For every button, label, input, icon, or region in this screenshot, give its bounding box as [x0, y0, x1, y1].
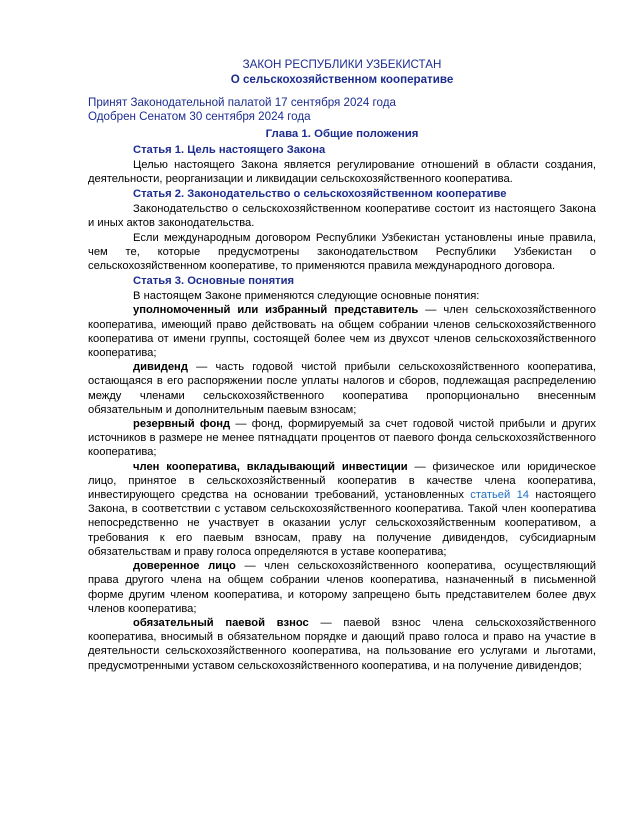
definition-proxy	[88, 559, 596, 616]
approved-line: Одобрен Сенатом 30 сентября 2024 года	[88, 110, 311, 124]
article-3-intro: В настоящем Законе применяются следующие основные понятия:	[133, 290, 480, 303]
article-2-paragraph-1: Законодательство о сельскохозяйственном кооперативе состоит из настоящего Закона и иных актов законодательства.	[88, 203, 596, 230]
definition-text: — фонд, формируемый за счет годовой чистой прибыли и других источников в размере не менее пятнадцати процентов от паевого фонда сельскохозяйственного кооператива;	[88, 418, 596, 459]
adoption-info	[88, 96, 596, 125]
definition-reserve-fund	[88, 417, 596, 460]
document-page	[88, 53, 596, 673]
definition-dividend	[88, 360, 596, 417]
law-subject: О сельскохозяйственном кооперативе	[230, 73, 454, 86]
definition-text: — член сельскохозяйственного кооператива, имеющий право действовать на общем собрании членов сельскохозяйственного кооператива от имени группы, состоящей более чем из двухсот членов сельскохозяйственного кооператива;	[88, 304, 596, 360]
definition-term: резервный фонд	[133, 418, 231, 431]
definition-term: член кооператива, вкладывающий инвестиции	[133, 460, 408, 473]
article-3-title: Статья 3. Основные понятия	[133, 275, 295, 288]
adopted-line: Принят Законодательной палатой 17 сентября 2024 года	[88, 96, 396, 109]
definition-term: доверенное лицо	[133, 560, 236, 573]
definition-investing-member	[88, 460, 596, 559]
article-14-link[interactable]: статьей 14	[470, 489, 530, 502]
definition-text: — часть годовой чистой прибыли сельскохозяйственного кооператива, остающаяся в его распоряжении после уплаты налогов и сборов, подлежащая распределению между членами сельскохозяйственного кооператива пропорционально внесенным обязательным и дополнительным паевым взносам;	[88, 361, 596, 416]
definition-mandatory-share	[88, 616, 596, 673]
article-1-title: Статья 1. Цель настоящего Закона	[133, 143, 326, 156]
article-2-paragraph-2: Если международным договором Республики Узбекистан установлены иные правила, чем те, которые предусмотрены законодательством Республики Узбекистан о сельскохозяйственном кооперативе, то применяются правила международного договора.	[88, 231, 596, 273]
definition-term: обязательный паевой взнос	[133, 616, 309, 629]
definition-text: — член сельскохозяйственного кооператива, осуществляющий права другого члена на общем собрании членов кооператива, назначенный в письменной форме другим членом кооператива, и которому запрещено быть представителем более двух членов кооператива;	[88, 560, 596, 615]
definition-term: дивиденд	[133, 361, 188, 374]
article-2-title: Статья 2. Законодательство о сельскохозяйственном кооперативе	[133, 188, 507, 201]
chapter-title: Глава 1. Общие положения	[265, 127, 419, 140]
article-1-paragraph: Целью настоящего Закона является регулирование отношений в области создания, деятельности, реорганизации и ликвидации сельскохозяйственного кооператива.	[88, 158, 596, 186]
definition-text: — паевой взнос члена сельскохозяйственного кооператива, вносимый в обязательном порядке и дающий право голоса и право на участие в деятельности сельскохозяйственного кооператива, на пользование его услугами и льготами, предусмотренными уставом сельскохозяйственного кооператива, и на получение дивидендов;	[88, 616, 596, 672]
definition-term: уполномоченный или избранный представитель	[133, 304, 419, 317]
law-title: ЗАКОН РЕСПУБЛИКИ УЗБЕКИСТАН	[242, 58, 442, 71]
definition-text: настоящего Закона, в соответствии с уставом сельскохозяйственного кооператива. Такой член кооператива непосредственно не участвует в оказании услуг сельскохозяйственным кооперативом, а требования к его паевым взносам, праву на получение дивидендов, субсидиарным обязательствам и праву голоса определяются в уставе кооператива;	[88, 489, 596, 558]
definition-representative	[88, 303, 596, 360]
definition-text: — физическое или юридическое лицо, принятое в сельскохозяйственный кооператив в качестве члена кооператива, инвестирующего средства на основании требований, установленных	[88, 460, 597, 502]
